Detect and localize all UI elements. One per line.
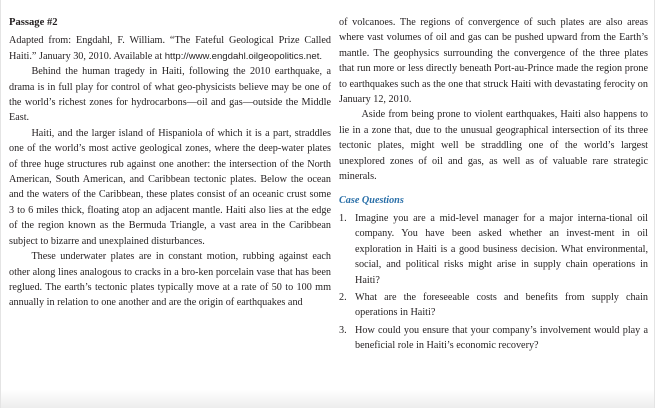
question-item <box>339 290 648 321</box>
question-text: Imagine you are a mid-level manager for a major interna-tional oil company. You have been asked whether an invest-ment in oil exploration in Haiti is a good business decision. What environmental, social, and political risks might arise in supply chain operations in Haiti? <box>355 212 648 286</box>
citation-text: Adapted from: Engdahl, F. William. “The Fateful Geological Prize Called Haiti.” January 30, 2010. Available at <box>9 35 331 62</box>
citation <box>9 33 331 64</box>
paragraph-1: Behind the human tragedy in Haiti, following the 2010 earthquake, a drama is in full play for control of what geo-physicists believe may be one of the world’s richest zones for hydrocarbons—oil and gas—outside the Middle East. <box>9 66 331 124</box>
paragraph-4: Aside from being prone to violent earthquakes, Haiti also happens to lie in a zone that, due to the unusual geographical intersection of its three tectonic plates, might well be straddling one of the world’s largest unexplored zones of oil and gas, as well as of valuable rare strategic minerals. <box>339 109 648 183</box>
paragraph-3: These underwater plates are in constant motion, rubbing against each other along lines analogous to cracks in a bro-ken porcelain vase that has been reglued. The earth’s tectonic plates typically move at a rate of 50 to 100 mm annually in relation to one another and are the origin of earthquakes and <box>9 251 331 309</box>
question-list <box>339 211 648 354</box>
citation-url: http://www.engdahl.oilgeopolitics.net. <box>164 50 323 62</box>
question-text: How could you ensure that your company’s involvement would play a beneficial role in Haiti’s economic recovery? <box>355 324 648 352</box>
question-text: What are the foreseeable costs and benefits from supply chain operations in Haiti? <box>355 291 648 319</box>
paragraph-2: Haiti, and the larger island of Hispaniola of which it is a part, straddles one of the world’s most active geological zones, where the deep-water plates of three huge structures rub against one another: the intersection of the North American, South American, and Caribbean tectonic plates. Below the ocean and the waters of the Caribbean, these plates consist of an oceanic crust some 3 to 6 miles thick, floating atop an adjacent mantle. Haiti also lies at the edge of the region known as the Bermuda Triangle, a vast area in the Caribbean subject to bizarre and unexplained disturbances. <box>9 127 331 247</box>
passage-heading: Passage #2 <box>9 17 58 28</box>
right-column <box>339 15 648 356</box>
question-number: 3. <box>339 324 347 336</box>
question-item <box>339 323 648 354</box>
case-questions-title: Case Questions <box>339 195 404 207</box>
question-number: 2. <box>339 291 347 303</box>
continued-paragraph: of volcanoes. The regions of convergence of such plates are also areas where vast volumes of oil and gas can be pushed upward from the Earth’s mantle. The geophysics surrounding the convergence of the three plates that run more or less directly beneath Port-au-Prince made the region prone to earthquakes such as the one that struck Haiti with devastating ferocity on January 12, 2010. <box>339 17 648 106</box>
question-item <box>339 211 648 288</box>
left-column <box>9 15 331 311</box>
question-number: 1. <box>339 212 347 224</box>
